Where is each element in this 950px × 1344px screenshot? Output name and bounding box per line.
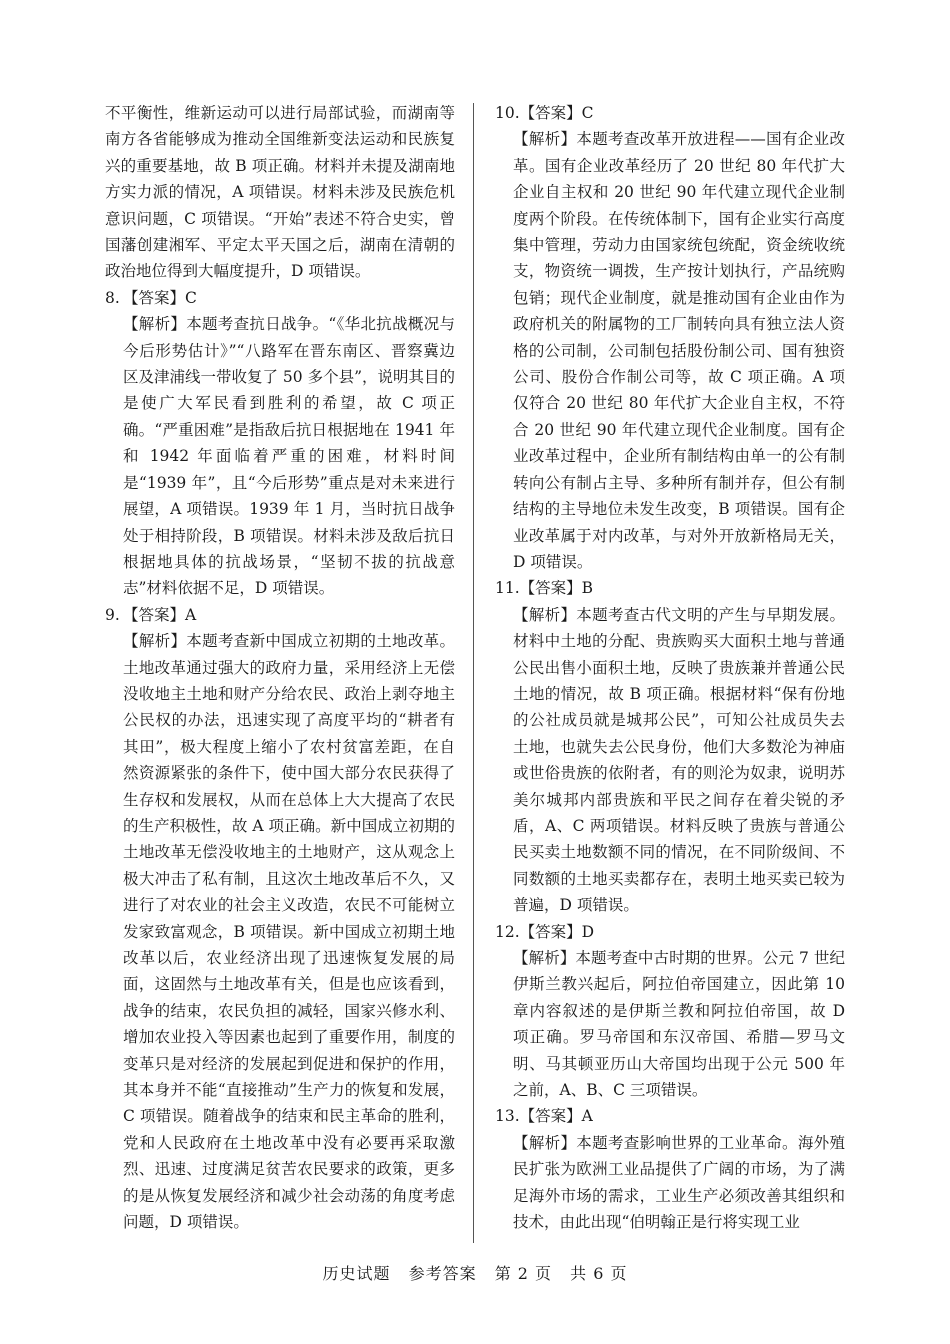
analysis-paragraph: 【解析】本题考查改革开放进程——国有企业改革。国有企业改革经历了 20 世纪 80 年代扩大企业自主权和 20 世纪 90 年代建立现代企业制度两个阶段。在传统体制下，国有企业实行高度集中管理，劳动力由国家统包统配，资金统收统支，物资统一调拨，生产按计划执行，产品统购包销；现代企业制度，就是推动国有企业由作为政府机关的附属物的工厂制转向具有独立法人资格的公司制，公司制包括股份制公司、国有独资公司、股份合作制公司等，故 C 项正确。A 项仅符合 20 世纪 80 年代扩大企业自主权，不符合 20 世纪 90 年代建立现代企业制度。国有企业改革过程中，企业所有制结构由单一的公有制转向公有制占主导、多种所有制并存，但公有制结构的主导地位未发生改变，B 项错误。国有企业改革属于对内改革，与对外开放新格局无关，D 项错误。 — [513, 130, 845, 571]
question-item-9 — [105, 602, 455, 1236]
answer-label: 【答案】A — [519, 1107, 593, 1126]
column-divider — [473, 103, 474, 1243]
question-item-12 — [495, 919, 845, 1104]
question-number: 8. — [105, 288, 120, 307]
question-item-10 — [495, 100, 845, 575]
analysis-paragraph: 【解析】本题考查影响世界的工业革命。海外殖民扩张为欧洲工业品提供了广阔的市场，为了满足海外市场的需求，工业生产必须改善其组织和技术，由此出现“伯明翰正是行将实现工业 — [513, 1133, 845, 1232]
answer-label: 【答案】D — [519, 922, 595, 941]
question-number: 9. — [105, 605, 120, 624]
question-number: 10. — [495, 104, 520, 122]
footer-doc: 参考答案 — [408, 1264, 477, 1283]
question-item-11 — [495, 575, 845, 918]
question-number: 11. — [495, 579, 520, 598]
answer-label: 【答案】C — [123, 288, 197, 307]
question-item-13 — [495, 1103, 845, 1235]
footer-total-pages: 共 6 页 — [570, 1264, 628, 1283]
analysis-paragraph: 【解析】本题考查古代文明的产生与早期发展。材料中土地的分配、贵族购买大面积土地与普通公民出售小面积土地，反映了贵族兼并普通公民土地的情况，故 B 项正确。根据材料“保有份地的公社成员就是城邦公民”，可知公社成员失去土地，也就失去公民身份，他们大多数沦为神庙或世俗贵族的依附者，有的则沦为奴隶，说明苏美尔城邦内部贵族和平民之间存在着尖锐的矛盾，A、C 两项错误。材料反映了贵族与普通公民买卖土地数额不同的情况，在不同阶级间、不同数额的土地买卖都存在，表明土地买卖已较为普遍，D 项错误。 — [513, 605, 845, 915]
page-footer — [0, 1261, 950, 1284]
right-column — [495, 100, 845, 1235]
left-column — [105, 100, 455, 1235]
analysis-paragraph: 【解析】本题考查新中国成立初期的土地改革。土地改革通过强大的政府力量，采用经济上无偿没收地主土地和财产分给农民、政治上剥夺地主公民权的办法，迅速实现了高度平均的“耕者有其田”，极大程度上缩小了农村贫富差距，在自然资源紧张的条件下，使中国大部分农民获得了生存权和发展权，从而在总体上大大提高了农民的生产积极性，故 A 项正确。新中国成立初期的土地改革无偿没收地主的土地财产，这从观念上极大冲击了私有制，且这次土地改革后不久，又进行了对农业的社会主义改造，农民不可能树立发家致富观念，B 项错误。新中国成立初期土地改革以后，农业经济出现了迅速恢复发展的局面，这固然与土地改革有关，但是也应该看到，战争的结束，农民负担的减轻，国家兴修水利、增加农业投入等因素也起到了重要作用，制度的变革只是对经济的发展起到促进和保护的作用，其本身并不能“直接推动”生产力的恢复和发展，C 项错误。随着战争的结束和民主革命的胜利，党和人民政府在土地改革中没有必要再采取激烈、迅速、过度满足贫苦农民要求的政策，更多的是从恢复发展经济和减少社会动荡的角度考虑问题，D 项错误。 — [123, 632, 455, 1232]
answer-label: 【答案】C — [519, 104, 594, 122]
footer-subject: 历史试题 — [322, 1264, 391, 1283]
continuation-paragraph: 不平衡性，维新运动可以进行局部试验，而湖南等南方各省能够成为推动全国维新变法运动和民族复兴的重要基地，故 B 项正确。材料并未提及湖南地方实力派的情况，A 项错误。材料未涉及民族危机意识问题，C 项错误。“开始”表述不符合史实，曾国藩创建湘军、平定太平天国之后，湖南在清朝的政治地位得到大幅度提升，D 项错误。 — [105, 104, 455, 281]
answer-label: 【答案】B — [519, 579, 594, 598]
analysis-paragraph: 【解析】本题考查中古时期的世界。公元 7 世纪伊斯兰教兴起后，阿拉伯帝国建立，因此第 10 章内容叙述的是伊斯兰教和阿拉伯帝国，故 D 项正确。罗马帝国和东汉帝国、希腊—罗马文明、马其顿亚历山大帝国均出现于公元 500 年之前，A、B、C 三项错误。 — [513, 949, 845, 1100]
footer-page-number: 第 2 页 — [494, 1264, 553, 1283]
question-number: 13. — [495, 1107, 520, 1126]
analysis-paragraph: 【解析】本题考查抗日战争。“《华北抗战概况与今后形势估计》”“八路军在晋东南区、晋察冀边区及津浦线一带收复了 50 多个县”，说明其目的是使广大军民看到胜利的希望，故 C 项正确。“严重困难”是指敌后抗日根据地在 1941 年和 1942 年面临着严重的困难，材料时间是“1939 年”，且“今后形势”重点是对未来进行展望，A 项错误。1939 年 1 月，当时抗日战争处于相持阶段，B 项错误。材料未涉及敌后抗日根据地具体的抗战场景，“坚韧不拔的抗战意志”材料依据不足，D 项错误。 — [123, 315, 456, 598]
question-item-8 — [105, 285, 455, 602]
question-number: 12. — [495, 922, 520, 941]
answer-label: 【答案】A — [123, 605, 197, 624]
